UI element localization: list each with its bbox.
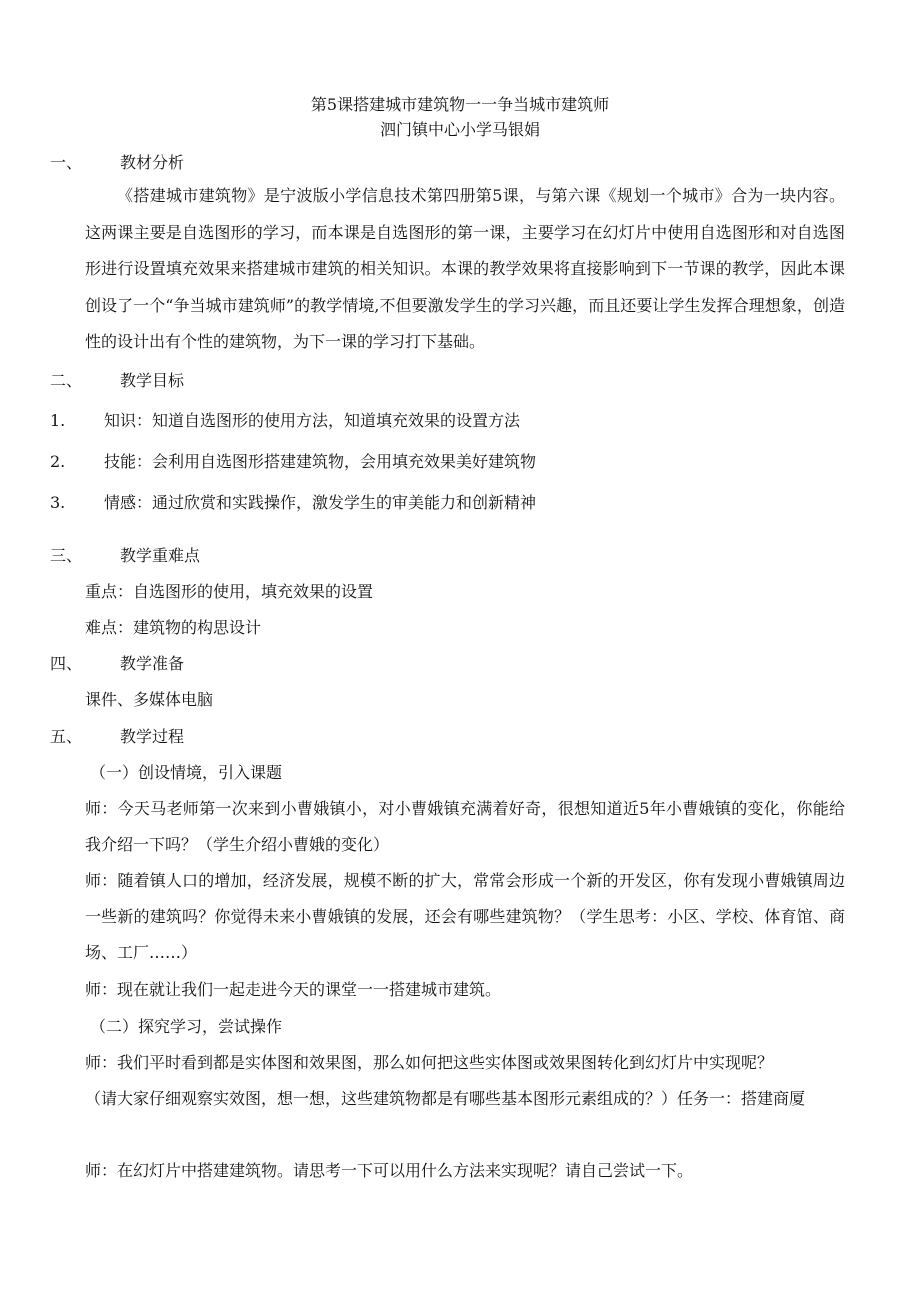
objective-2-text: 技能：会利用自选图形搭建建筑物，会用填充效果美好建筑物: [104, 452, 537, 471]
objective-3-text: 情感：通过欣赏和实践操作，激发学生的审美能力和创新精神: [104, 493, 537, 512]
dialog-4: 师：我们平时看到都是实体图和效果图，那么如何把这些实体图或效果图转化到幻灯片中实现呢？: [85, 1053, 774, 1072]
difficult-point: 难点：建筑物的构思设计: [85, 618, 262, 637]
dialog-3: 师：现在就让我们一起走进今天的课堂一一搭建城市建筑。: [85, 980, 502, 999]
section3-number: 三、: [50, 546, 83, 565]
section3-heading: 教学重难点: [120, 546, 201, 565]
dialog-2: 师：随着镇人口的增加，经济发展，规模不断的扩大，常常会形成一个新的开发区，你有发现小曹娥镇周边一些新的建筑吗？你觉得未来小曹娥镇的发展，还会有哪些建筑物？（学生思考：小区、学校、体育馆、商场、工厂……）: [85, 871, 845, 962]
dialog-5: （请大家仔细观察实效图，想一想，这些建筑物都是有哪些基本图形元素组成的？）任务一：搭建商厦: [85, 1089, 806, 1108]
dialog-1: 师：今天马老师第一次来到小曹娥镇小，对小曹娥镇充满着好奇，很想知道近5年小曹娥镇的变化，你能给我介绍一下吗？（学生介绍小曹娥的变化）: [85, 799, 845, 854]
section5-heading: 教学过程: [120, 727, 185, 746]
document-title: 第5课搭建城市建筑物一一争当城市建筑师: [310, 95, 610, 114]
section1-number: 一、: [50, 153, 83, 172]
objective-2-number: 2.: [50, 452, 66, 471]
document-author: 泗门镇中心小学马银娟: [379, 120, 540, 139]
section5-number: 五、: [50, 727, 83, 746]
objective-1-number: 1.: [50, 411, 66, 430]
key-point: 重点：自选图形的使用，填充效果的设置: [85, 582, 374, 601]
section1-paragraph: 《搭建城市建筑物》是宁波版小学信息技术第四册第5课，与第六课《规划一个城市》合为一块内容。这两课主要是自选图形的学习，而本课是自选图形的第一课，主要学习在幻灯片中使用自选图形和对自选图形进行设置填充效果来搭建城市建筑的相关知识。本课的教学效果将直接影响到下一节课的教学，因此本课创设了一个“争当城市建筑师”的教学情境,不但要激发学生的学习兴趣，而且还要让学生发挥合理想象，创造性的设计出有个性的建筑物，为下一课的学习打下基础。: [85, 186, 845, 351]
preparation-content: 课件、多媒体电脑: [85, 690, 214, 709]
objective-1-text: 知识：知道自选图形的使用方法，知道填充效果的设置方法: [104, 411, 521, 430]
subsection-1-heading: （一）创设情境，引入课题: [90, 763, 283, 782]
objective-3-number: 3.: [50, 493, 66, 512]
section2-number: 二、: [50, 371, 83, 390]
section1-heading: 教材分析: [120, 153, 185, 172]
subsection-2-heading: （二）探究学习，尝试操作: [90, 1017, 283, 1036]
section4-heading: 教学准备: [120, 654, 185, 673]
section4-number: 四、: [50, 654, 83, 673]
dialog-6: 师：在幻灯片中搭建建筑物。请思考一下可以用什么方法来实现呢？请自己尝试一下。: [85, 1161, 694, 1180]
section2-heading: 教学目标: [120, 371, 185, 390]
